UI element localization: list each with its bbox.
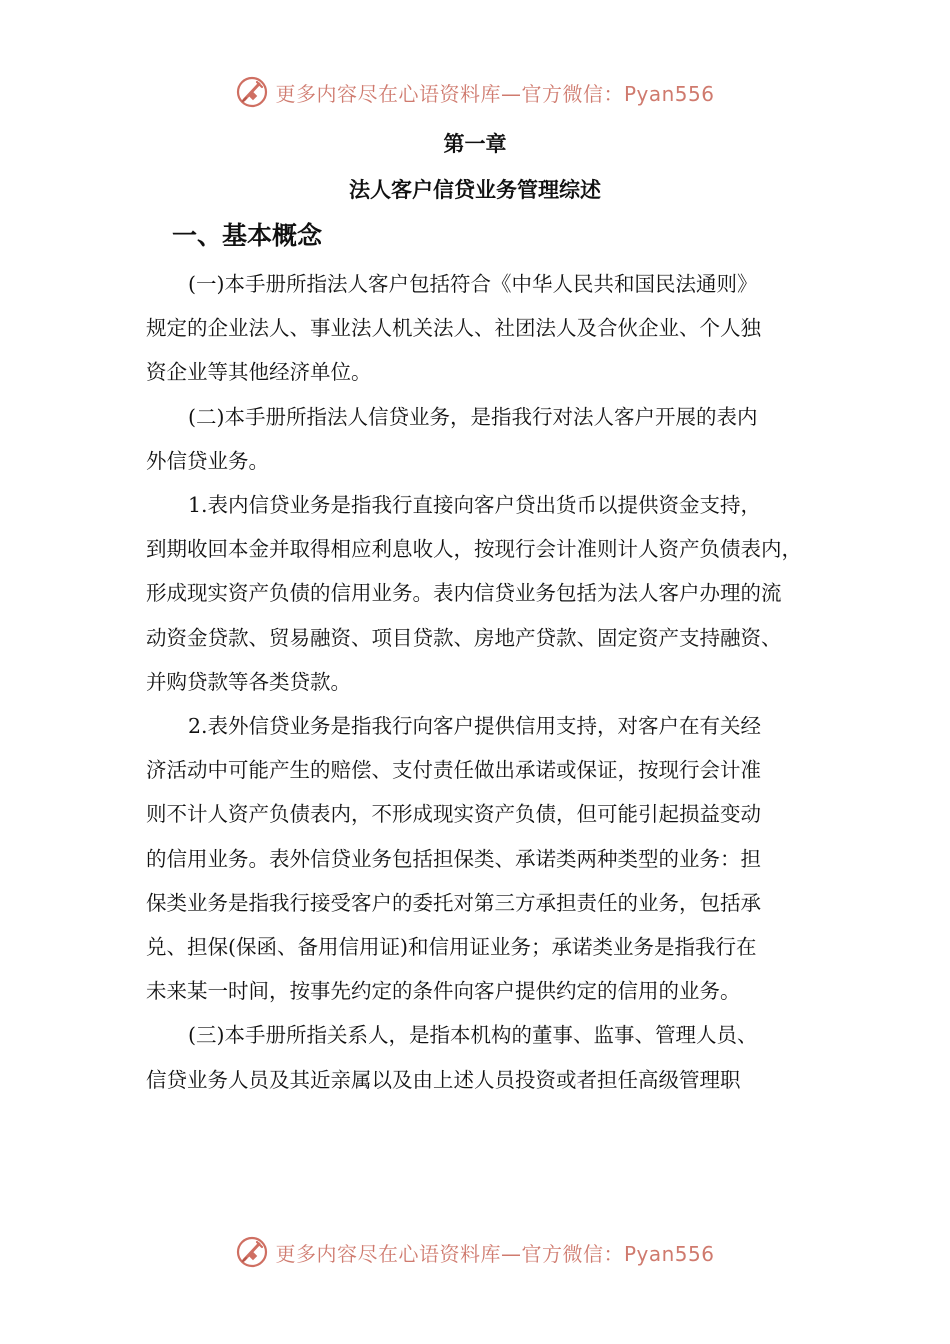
header-watermark	[0, 72, 950, 112]
watermark-text: 更多内容尽在心语资料库—官方微信：Pyan556	[275, 1241, 715, 1266]
text-line: 外信贷业务。	[146, 448, 269, 473]
chapter-title: 法人客户信贷业务管理综述	[349, 178, 601, 202]
chapter-number: 第一章	[443, 132, 507, 156]
paragraph	[146, 483, 836, 704]
pen-seal-icon	[235, 75, 269, 109]
text-line: (一)本手册所指法人客户包括符合《中华人民共和国民法通则》	[188, 272, 758, 296]
pen-seal-icon	[235, 1235, 269, 1269]
watermark-text: 更多内容尽在心语资料库—官方微信：Pyan556	[275, 81, 715, 106]
text-line: 1.表内信贷业务是指我行直接向客户贷出货币以提供资金支持，	[188, 493, 762, 518]
text-line: 兑、担保(保函、备用信用证)和信用证业务；承诺类业务是指我行在	[146, 935, 757, 960]
text-line: (二)本手册所指法人信贷业务，是指我行对法人客户开展的表内	[188, 404, 758, 429]
paragraph	[146, 704, 836, 1013]
section-heading: 一、基本概念	[172, 221, 323, 250]
text-line: 并购贷款等各类贷款。	[146, 669, 351, 694]
body-text	[146, 262, 836, 1102]
paragraph	[146, 1013, 836, 1101]
text-line: 动资金贷款、贸易融资、项目贷款、房地产贷款、固定资产支持融资、	[146, 625, 782, 650]
text-line: 的信用业务。表外信贷业务包括担保类、承诺类两种类型的业务：担	[146, 846, 761, 871]
text-line: 济活动中可能产生的赔偿、支付责任做出承诺或保证，按现行会计准	[146, 758, 761, 783]
footer-watermark	[0, 1232, 950, 1272]
text-line: 保类业务是指我行接受客户的委托对第三方承担责任的业务，包括承	[146, 890, 761, 915]
paragraph	[146, 262, 836, 395]
text-line: 则不计人资产负债表内，不形成现实资产负债，但可能引起损益变动	[146, 802, 761, 827]
text-line: 资企业等其他经济单位。	[146, 360, 372, 385]
paragraph	[146, 395, 836, 483]
text-line: 2.表外信贷业务是指我行向客户提供信用支持，对客户在有关经	[188, 714, 762, 739]
text-line: 到期收回本金并取得相应利息收人，按现行会计准则计人资产负债表内，	[146, 537, 802, 562]
text-line: (三)本手册所指关系人，是指本机构的董事、监事、管理人员、	[188, 1023, 758, 1048]
text-line: 信贷业务人员及其近亲属以及由上述人员投资或者担任高级管理职	[146, 1067, 741, 1092]
text-line: 形成现实资产负债的信用业务。表内信贷业务包括为法人客户办理的流	[146, 581, 782, 606]
text-line: 规定的企业法人、事业法人机关法人、社团法人及合伙企业、个人独	[146, 316, 761, 341]
text-line: 未来某一时间，按事先约定的条件向客户提供约定的信用的业务。	[146, 979, 741, 1004]
